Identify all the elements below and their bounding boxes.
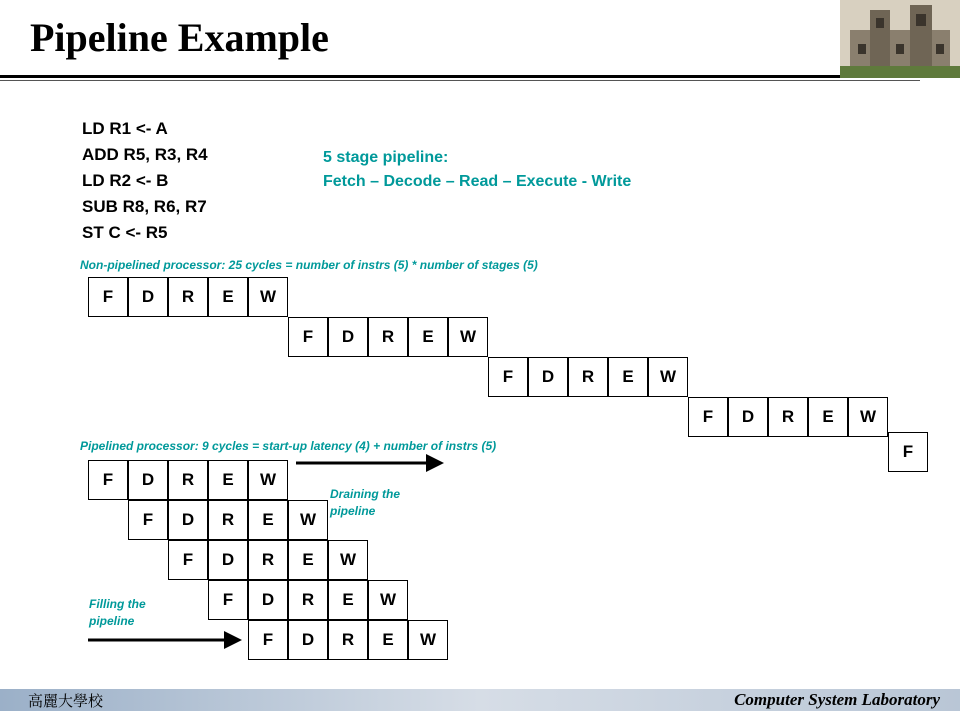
stage-cell: W <box>248 277 288 317</box>
non-pipelined-caption: Non-pipelined processor: 25 cycles = number of instrs (5) * number of stages (5) <box>80 258 538 272</box>
stage-cell: W <box>848 397 888 437</box>
stage-cell: D <box>248 580 288 620</box>
stage-cell: R <box>208 500 248 540</box>
instruction-item: ADD R5, R3, R4 <box>82 145 208 164</box>
instruction-list <box>82 116 208 246</box>
footer-university: 高麗大學校 <box>28 692 104 710</box>
stage-cell: E <box>328 580 368 620</box>
stage-cell: E <box>288 540 328 580</box>
page-title: Pipeline Example <box>30 15 329 60</box>
stage-cell: R <box>248 540 288 580</box>
stage-description-line2: Fetch – Decode – Read – Execute - Write <box>323 173 632 190</box>
stage-cell: W <box>648 357 688 397</box>
stage-cell: F <box>688 397 728 437</box>
instruction-item: LD R2 <- B <box>82 171 169 190</box>
stage-cell: R <box>288 580 328 620</box>
stage-cell: D <box>128 460 168 500</box>
stage-cell: R <box>368 317 408 357</box>
stage-cell: W <box>408 620 448 660</box>
stage-cell: W <box>368 580 408 620</box>
stage-cell: F <box>88 460 128 500</box>
stage-cell: E <box>248 500 288 540</box>
stage-cell: D <box>208 540 248 580</box>
stage-cell: E <box>408 317 448 357</box>
stage-cell: E <box>208 277 248 317</box>
filling-arrow-icon <box>88 628 244 652</box>
draining-label: Draining the pipeline <box>330 487 401 518</box>
instruction-item: ST C <- R5 <box>82 223 168 242</box>
pipelined-caption: Pipelined processor: 9 cycles = start-up latency (4) + number of instrs (5) <box>80 439 497 453</box>
stage-cell: W <box>328 540 368 580</box>
stage-cell: F <box>128 500 168 540</box>
stage-cell: F <box>168 540 208 580</box>
stage-cell: F <box>888 432 928 472</box>
stage-cell: E <box>608 357 648 397</box>
stage-cell: F <box>288 317 328 357</box>
stage-cell: F <box>488 357 528 397</box>
stage-description-line1: 5 stage pipeline: <box>323 149 449 166</box>
stage-cell: R <box>168 277 208 317</box>
stage-cell: F <box>248 620 288 660</box>
title-divider <box>0 75 920 78</box>
stage-cell: R <box>168 460 208 500</box>
title-divider-thin <box>0 80 920 81</box>
instruction-item: LD R1 <- A <box>82 119 168 138</box>
stage-cell: R <box>568 357 608 397</box>
stage-cell: D <box>128 277 168 317</box>
stage-cell: D <box>328 317 368 357</box>
stage-cell: R <box>768 397 808 437</box>
stage-cell: F <box>88 277 128 317</box>
stage-cell: W <box>448 317 488 357</box>
stage-cell: D <box>288 620 328 660</box>
stage-cell: E <box>368 620 408 660</box>
stage-cell: F <box>208 580 248 620</box>
draining-arrow-icon <box>296 451 446 475</box>
stage-description <box>323 146 631 194</box>
stage-cell: D <box>168 500 208 540</box>
stage-cell: D <box>528 357 568 397</box>
stage-cell: E <box>208 460 248 500</box>
footer-bar <box>0 689 960 711</box>
stage-cell: R <box>328 620 368 660</box>
stage-cell: D <box>728 397 768 437</box>
footer-lab: Computer System Laboratory <box>734 690 940 709</box>
university-building-image <box>840 0 960 78</box>
stage-cell: W <box>248 460 288 500</box>
stage-cell: E <box>808 397 848 437</box>
stage-cell: W <box>288 500 328 540</box>
filling-label: Filling the pipeline <box>89 597 146 628</box>
instruction-item: SUB R8, R6, R7 <box>82 197 207 216</box>
